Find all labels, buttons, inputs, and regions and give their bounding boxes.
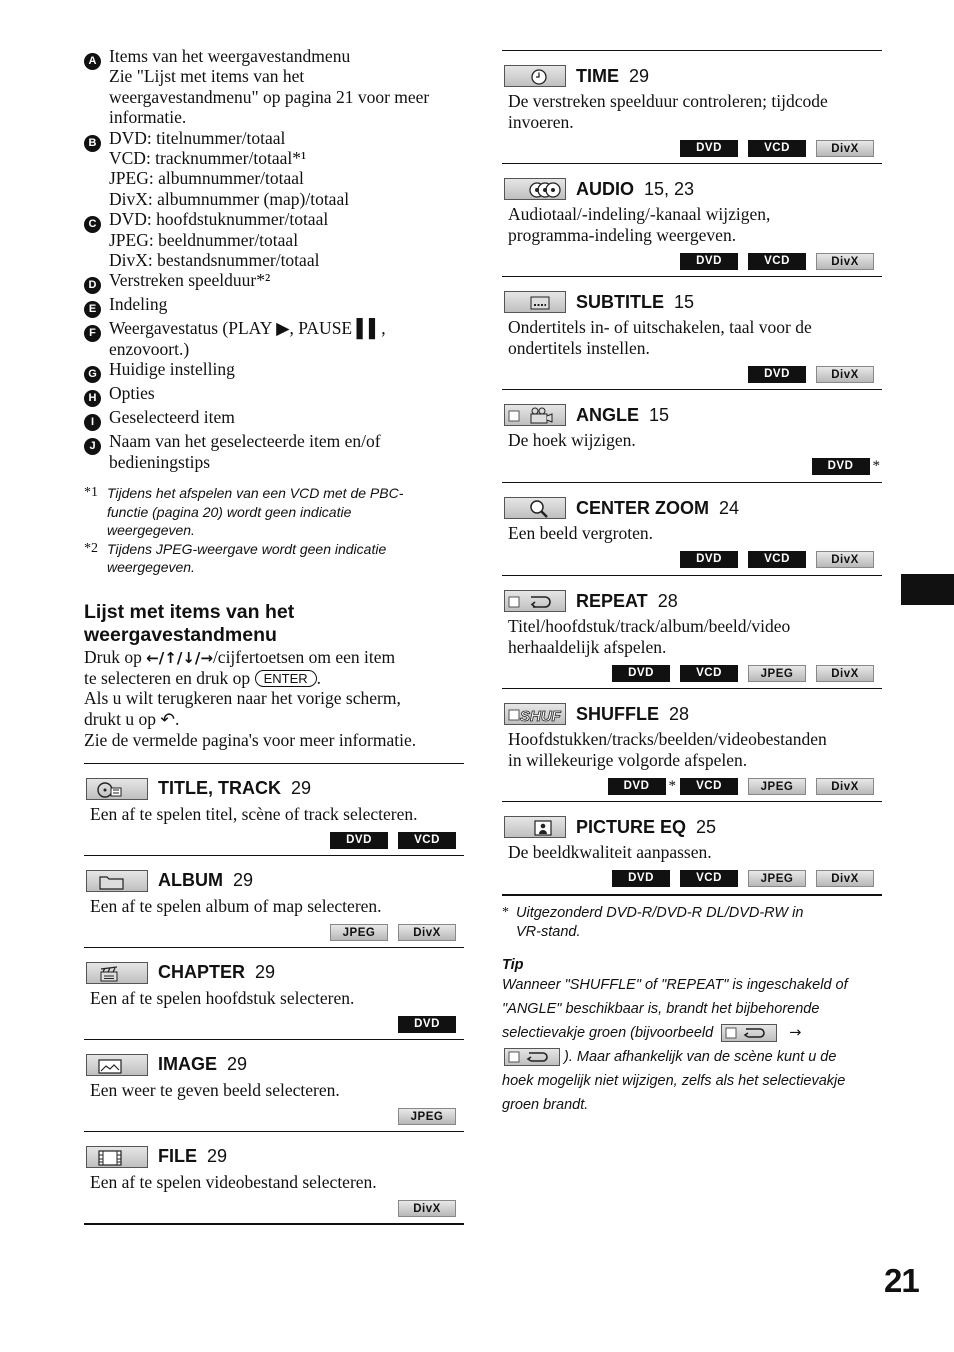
footnote-text [107,484,403,540]
menu-entry-header [502,689,882,733]
description-line: Audiotaal/-indeling/-kanaal wijzigen, [508,204,771,224]
menu-entry-title: AUDIO [576,178,634,199]
legend-line: weergavestandmenu" op pagina 21 voor meer [109,86,430,107]
footnote [84,484,464,540]
legend-line: Verstreken speelduur*² [109,270,271,291]
legend-line: informatie. [109,107,187,128]
legend-item [84,128,464,210]
menu-entry [502,276,882,389]
media-badge-dvd: DVD [608,778,666,795]
menu-entry-header [502,164,882,208]
repeat-icon [504,590,566,612]
menu-entry [502,688,882,801]
shuffle-icon [504,703,566,725]
menu-entry-header [502,390,882,434]
intro-text [84,647,464,751]
menu-entry-page: 29 [227,1054,248,1075]
footnote-line: functie (pagina 20) wordt geen indicatie [107,503,352,520]
tip-fragment: ). Maar afhankelijk van de scène kunt u de [564,1049,837,1065]
callout-letter-icon: F [84,325,101,342]
legend-line: Naam van het geselecteerde item en/of [109,431,381,452]
back-icon: ↶ [160,709,175,730]
legend-text [109,359,235,383]
menu-entry-title: TITLE, TRACK [158,778,281,799]
tip-fragment: selectievakje groen (bijvoorbeeld [502,1025,714,1041]
menu-entry-title: TIME [576,65,619,86]
description-line: Titel/hoofdstuk/track/album/beeld/video [508,616,791,636]
description-line: invoeren. [508,111,574,132]
footnote-line: Uitgezonderd DVD-R/DVD-R DL/DVD-RW in [516,905,804,921]
subtitle-icon [504,291,566,313]
menu-entry-header [502,51,882,95]
media-badge-vcd: VCD [398,832,456,849]
menu-entry-title: CHAPTER [158,962,246,983]
media-badge-vcd: VCD [748,140,806,157]
callout-letter-icon: D [84,277,101,294]
clock-icon [504,65,566,87]
media-badge-divx: DivX [816,665,874,682]
left-column [84,46,464,1225]
asterisk-mark: * [872,458,880,474]
menu-entry-header [84,1132,464,1176]
callout-letter-icon: B [84,135,101,152]
legend-item [84,270,464,294]
tip-line: hoek mogelijk niet wijzigen, zelfs als het selectievakje [502,1073,846,1089]
media-badges [502,544,882,576]
legend-line: JPEG: beeldnummer/totaal [109,229,299,250]
heading-line: Lijst met items van het [84,600,295,623]
menu-entry-page: 28 [657,590,678,611]
media-badge-jpeg: JPEG [748,665,806,682]
side-thumb-tab [901,574,954,605]
footnotes [84,484,464,577]
description-line: programma-indeling weergeven. [508,224,737,245]
menu-entry-page: 29 [207,1146,228,1167]
description-line: Een af te spelen titel, scène of track selecteren. [90,803,418,824]
footnote-mark: *1 [84,485,98,501]
media-badge-dvd: DVD [612,870,670,887]
description-line: Ondertitels in- of uitschakelen, taal voor de [508,317,812,337]
menu-entry-title: IMAGE [158,1054,218,1075]
description-line: Een weer te geven beeld selecteren. [90,1079,340,1100]
menu-entry-description [508,729,882,770]
legend-text [109,431,381,472]
zoom-icon [504,497,566,519]
footnote-line: VR-stand. [516,923,581,940]
camera-icon [504,404,566,426]
legend-text [109,128,349,210]
description-line: Een af te spelen hoofdstuk selecteren. [90,987,355,1008]
media-badges [502,245,882,277]
legend-item [84,209,464,270]
menu-entry-description [90,1172,464,1193]
media-badges [84,1100,464,1132]
right-menu-list [502,50,882,896]
description-line: De hoek wijzigen. [508,430,636,450]
legend-marker [84,128,109,210]
menu-entry-title: CENTER ZOOM [576,497,709,518]
legend-line: DVD: titelnummer/totaal [109,127,286,148]
legend-item [84,383,464,407]
menu-entry [502,163,882,276]
menu-entry [84,855,464,947]
image-icon [86,1054,148,1076]
menu-entry-description [90,804,464,825]
media-badge-divx: DivX [816,778,874,795]
legend-marker [84,294,109,318]
menu-entry-header [502,483,882,527]
legend-line: Indeling [109,294,168,315]
description-line: De beeldkwaliteit aanpassen. [508,842,712,862]
callout-letter-icon: H [84,390,101,407]
footnote-mark: * [502,905,509,920]
media-badge-dvd: DVD [748,366,806,383]
media-badges [84,916,464,948]
legend-item [84,318,464,359]
callout-legend [84,46,464,472]
legend-line: DivX: albumnummer (map)/totaal [109,188,350,209]
left-menu-list [84,763,464,1225]
menu-entry-header [84,1040,464,1084]
title-track-icon [86,778,148,800]
legend-text [109,209,328,270]
legend-marker [84,209,109,270]
right-footnote [502,904,882,941]
legend-item [84,294,464,318]
menu-entry-page: 29 [629,65,650,86]
legend-line: VCD: tracknummer/totaal*¹ [109,148,307,169]
tip-title: Tip [502,957,524,973]
media-badge-divx: DivX [816,253,874,270]
menu-entry-page: 29 [233,870,254,891]
legend-item [84,407,464,431]
menu-entry-page: 29 [255,962,276,983]
media-badge-dvd: DVD [612,665,670,682]
legend-text [109,318,386,359]
arrow-icon: → [789,1025,802,1041]
arrow-keys-icon: ←/↑/↓/→ [146,648,213,667]
legend-line: DivX: bestandsnummer/totaal [109,250,320,271]
menu-entry-description [508,842,882,863]
media-badges [502,451,882,483]
menu-entry-header [84,948,464,992]
footnote-line: Tijdens JPEG-weergave wordt geen indicatie [107,540,387,557]
media-badge-divx: DivX [816,551,874,568]
media-badge-vcd: VCD [680,870,738,887]
media-badges [502,657,882,689]
callout-letter-icon: E [84,301,101,318]
menu-entry-description [90,988,464,1009]
media-badges [84,1192,464,1224]
media-badge-divx: DivX [816,366,874,383]
menu-entry-header [84,856,464,900]
menu-entry [84,1039,464,1131]
legend-line: Geselecteerd item [109,407,235,428]
media-badge-vcd: VCD [748,253,806,270]
menu-entry [502,575,882,688]
media-badge-dvd: DVD [812,458,870,475]
legend-line: Huidige instelling [109,359,235,380]
media-badges [502,770,882,802]
menu-entry-page: 15 [674,291,695,312]
media-badge-divx: DivX [398,1200,456,1217]
legend-line: Zie "Lijst met items van het [109,66,305,87]
heading-line: weergavestandmenu [84,623,277,646]
menu-entry-title: ALBUM [158,870,223,891]
callout-letter-icon: J [84,438,101,455]
intro-fragment: Druk op [84,646,147,667]
callout-letter-icon: A [84,53,101,70]
menu-entry-description [508,317,882,358]
legend-text [109,270,270,294]
legend-text [109,407,235,431]
legend-line: bedieningstips [109,451,211,472]
legend-text [109,294,167,318]
media-badge-vcd: VCD [680,778,738,795]
intro-fragment: te selecteren en druk op [84,668,255,688]
footnote-text [107,540,386,577]
menu-entry [84,947,464,1039]
asterisk-mark: * [668,777,676,794]
menu-entry-description [508,204,882,245]
media-badges [502,863,882,895]
menu-entry-title: PICTURE EQ [576,816,687,837]
legend-marker [84,270,109,294]
menu-entry-page: 15 [649,404,670,425]
menu-entry-description [508,616,882,657]
callout-letter-icon: G [84,366,101,383]
legend-marker [84,383,109,407]
menu-entry-description [508,523,882,544]
intro-line [84,709,464,730]
tip-line: "ANGLE" beschikbaar is, brandt het bijbehorende [502,1001,820,1017]
menu-entry [502,801,882,894]
intro-line [84,647,464,668]
menu-entry-title: FILE [158,1146,197,1167]
intro-line: Zie de vermelde pagina's voor meer informatie. [84,730,417,751]
menu-entry-title: REPEAT [576,590,648,611]
menu-entry [502,482,882,575]
media-badge-divx: DivX [816,140,874,157]
media-badge-dvd: DVD [680,140,738,157]
legend-line: Opties [109,383,155,404]
footnote-line: Tijdens het afspelen van een VCD met de PBC- [107,485,404,502]
media-badges [502,132,882,164]
chapter-icon [86,962,148,984]
audio-icon [504,178,566,200]
legend-marker [84,359,109,383]
callout-letter-icon: I [84,414,101,431]
description-line: Een af te spelen album of map selecteren. [90,895,382,916]
intro-fragment: . [175,708,180,729]
menu-entry-description [508,430,882,451]
intro-fragment: drukt u op [84,708,161,729]
legend-line: JPEG: albumnummer/totaal [109,168,304,189]
tip-line: groen brandt. [502,1097,589,1113]
media-badge-dvd: DVD [398,1016,456,1033]
media-badges [84,1008,464,1040]
menu-entry-page: 15, 23 [644,178,695,199]
tip-line: Wanneer "SHUFFLE" of "REPEAT" is ingeschakeld of [502,977,848,993]
repeat-checkbox-checked-icon [504,1048,560,1066]
picture-eq-icon [504,816,566,838]
description-line: ondertitels instellen. [508,337,650,358]
tip-body [502,973,882,1117]
menu-entry [84,1131,464,1223]
media-badge-jpeg: JPEG [748,778,806,795]
media-badge-divx: DivX [816,870,874,887]
description-line: Hoofdstukken/tracks/beelden/videobestanden [508,729,827,749]
legend-item [84,46,464,128]
section-heading [84,601,464,647]
legend-marker [84,431,109,472]
intro-fragment: /cijfertoetsen om een item [212,646,396,667]
menu-entry-description [90,896,464,917]
media-badge-dvd: DVD [680,253,738,270]
media-badge-dvd: DVD [330,832,388,849]
legend-item [84,359,464,383]
footnote-line: weergegeven. [107,559,195,576]
media-badge-jpeg: JPEG [748,870,806,887]
legend-text [109,46,429,128]
menu-entry-page: 25 [696,816,717,837]
intro-line [84,668,464,688]
menu-entry-page: 29 [291,778,312,799]
legend-line: Weergavestatus (PLAY ▶, PAUSE ▌▌, [109,318,386,339]
legend-line: enzovoort.) [109,338,190,359]
repeat-checkbox-icon [721,1024,777,1042]
menu-entry-description [508,91,882,132]
menu-entry-header [502,576,882,620]
legend-line: DVD: hoofdstuknummer/totaal [109,209,329,230]
right-column [502,50,882,1117]
legend-marker [84,318,109,359]
media-badge-divx: DivX [398,924,456,941]
intro-fragment: . [316,668,321,688]
menu-entry-title: SHUFFLE [576,703,659,724]
page-number: 21 [884,1262,919,1299]
svg-text:SHUF: SHUF [520,708,561,724]
tip-line [502,1021,882,1045]
menu-entry-title: SUBTITLE [576,291,664,312]
media-badge-vcd: VCD [680,665,738,682]
description-line: De verstreken speelduur controleren; tijdcode [508,91,828,111]
media-badge-dvd: DVD [680,551,738,568]
media-badges [502,358,882,390]
menu-entry-page: 24 [719,497,740,518]
menu-entry-header [502,277,882,321]
menu-entry-header [502,802,882,846]
menu-entry-description [90,1080,464,1101]
menu-entry [84,764,464,855]
footnote-mark: *2 [84,540,98,556]
media-badges [84,824,464,856]
enter-key-icon: ENTER [255,670,317,687]
menu-entry [502,51,882,163]
menu-entry-header [84,764,464,808]
description-line: herhaaldelijk afspelen. [508,636,667,657]
media-badge-jpeg: JPEG [330,924,388,941]
legend-text [109,383,155,407]
menu-entry-page: 28 [669,703,690,724]
menu-entry-title: ANGLE [576,404,639,425]
legend-marker [84,407,109,431]
footnote-line: weergegeven. [107,522,195,539]
description-line: in willekeurige volgorde afspelen. [508,749,748,770]
tip-line [502,1045,882,1069]
media-badge-jpeg: JPEG [398,1108,456,1125]
legend-marker [84,46,109,128]
intro-line: Als u wilt terugkeren naar het vorige scherm, [84,688,401,709]
film-icon [86,1146,148,1168]
footnote [84,540,464,577]
legend-line: Items van het weergavestandmenu [109,46,351,66]
menu-entry [502,389,882,482]
description-line: Een af te spelen videobestand selecteren. [90,1171,377,1192]
description-line: Een beeld vergroten. [508,523,653,543]
legend-item [84,431,464,472]
callout-letter-icon: C [84,216,101,233]
folder-icon [86,870,148,892]
media-badge-vcd: VCD [748,551,806,568]
